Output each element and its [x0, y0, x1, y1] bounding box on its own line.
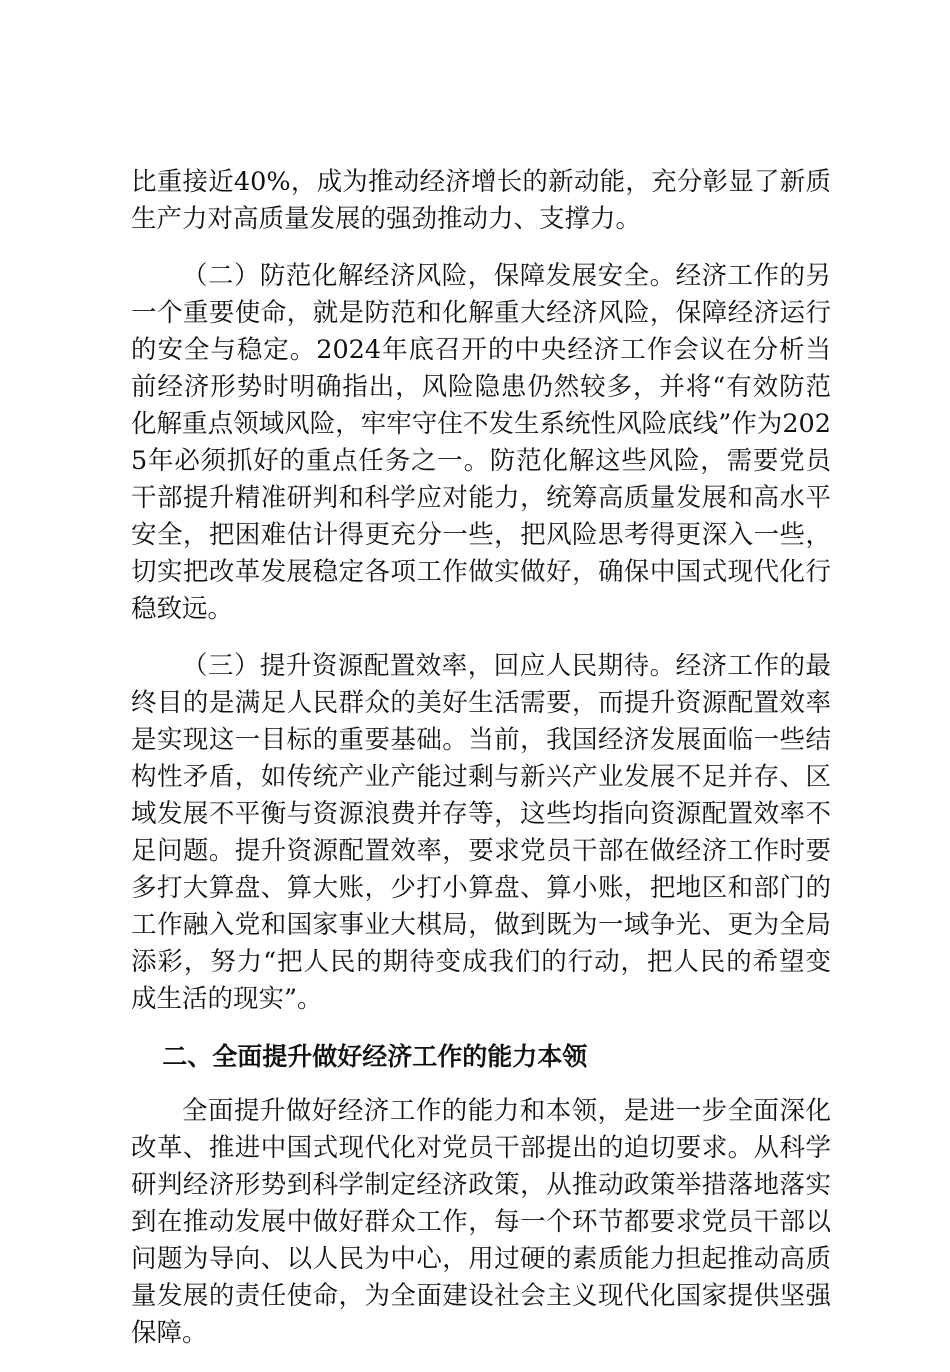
paragraph-resource-allocation: （三）提升资源配置效率，回应人民期待。经济工作的最终目的是满足人民群众的美好生活需要，而提升资源配置效率是实现这一目标的重要基础。当前，我国经济发展面临一些结构性矛盾，如传统产业产能过剩与新兴产业发展不足并存、区域发展不平衡与资源浪费并存等，这些均指向资源配置效率不足问题。提升资源配置效率，要求党员干部在做经济工作时要多打大算盘、算大账，少打小算盘、算小账，把地区和部门的工作融入党和国家事业大棋局，做到既为一域争光、更为全局添彩，努力“把人民的期待变成我们的行动，把人民的希望变成生活的现实”。	[131, 651, 831, 1014]
continuation-paragraph: 比重接近40%，成为推动经济增长的新动能，充分彰显了新质生产力对高质量发展的强劲推动力、支撑力。	[131, 167, 831, 234]
section-heading: 二、全面提升做好经济工作的能力本领	[162, 1042, 588, 1071]
paragraph-capability: 全面提升做好经济工作的能力和本领，是进一步全面深化改革、推进中国式现代化对党员干部提出的迫切要求。从科学研判经济形势到科学制定经济政策，从推动政策举措落地落实到在推动发展中做好群众工作，每一个环节都要求党员干部以问题为导向、以人民为中心，用过硬的素质能力担起推动高质量发展的责任使命，为全面建设社会主义现代化国家提供坚强保障。	[131, 1096, 831, 1348]
paragraph-risk-prevention: （二）防范化解经济风险，保障发展安全。经济工作的另一个重要使命，就是防范和化解重大经济风险，保障经济运行的安全与稳定。2024年底召开的中央经济工作会议在分析当前经济形势时明确指出，风险隐患仍然较多，并将“有效防范化解重点领域风险，牢牢守住不发生系统性风险底线”作为2025年必须抓好的重点任务之一。防范化解这些风险，需要党员干部提升精准研判和科学应对能力，统筹高质量发展和高水平安全，把困难估计得更充分一些，把风险思考得更深入一些，切实把改革发展稳定各项工作做实做好，确保中国式现代化行稳致远。	[131, 261, 831, 624]
document-page	[131, 164, 831, 1372]
